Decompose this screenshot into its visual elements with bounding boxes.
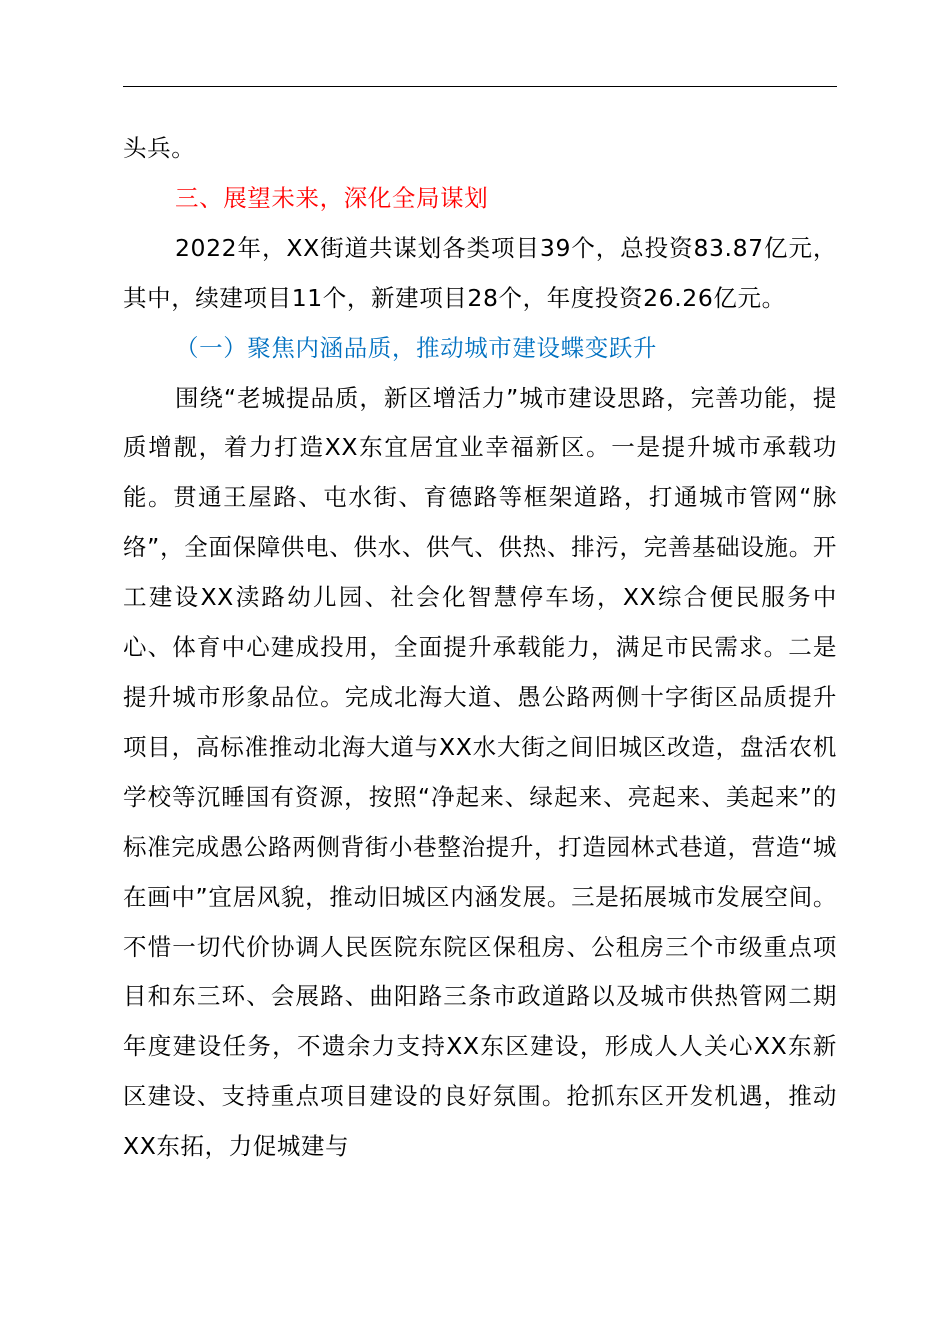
- subsection-heading: （一）聚焦内涵品质，推动城市建设蝶变跃升: [175, 333, 657, 362]
- section-heading: 三、展望未来，深化全局谋划: [175, 183, 489, 212]
- header-rule: [123, 86, 837, 87]
- body-paragraph: 围绕“老城提品质，新区增活力”城市建设思路，完善功能，提质增靓，着力打造XX东宜居宜业幸福新区。一是提升城市承载功能。贯通王屋路、屯水街、育德路等框架道路，打通城市管网“脉络”，全面保障供电、供水、供气、供热、排污，完善基础设施。开工建设XX渎路幼儿园、社会化智慧停车场，XX综合便民服务中心、体育中心建成投用，全面提升承载能力，满足市民需求。二是提升城市形象品位。完成北海大道、愚公路两侧十字街区品质提升项目，高标准推动北海大道与XX水大街之间旧城区改造，盘活农机学校等沉睡国有资源，按照“净起来、绿起来、亮起来、美起来”的标准完成愚公路两侧背街小巷整治提升，打造园林式巷道，营造“城在画中”宜居风貌，推动旧城区内涵发展。三是拓展城市发展空间。不惜一切代价协调人民医院东院区保租房、公租房三个市级重点项目和东三环、会展路、曲阳路三条市政道路以及城市供热管网二期年度建设任务，不遗余力支持XX东区建设，形成人人关心XX东新区建设、支持重点项目建设的良好氛围。抢抓东区开发机遇，推动XX东拓，力促城建与: [123, 383, 837, 1161]
- document-body: [123, 124, 837, 1172]
- continuation-text: 头兵。: [123, 134, 196, 162]
- intro-paragraph: 2022年，XX街道共谋划各类项目39个，总投资83.87亿元，其中，续建项目11个，新建项目28个，年度投资26.26亿元。: [123, 233, 837, 312]
